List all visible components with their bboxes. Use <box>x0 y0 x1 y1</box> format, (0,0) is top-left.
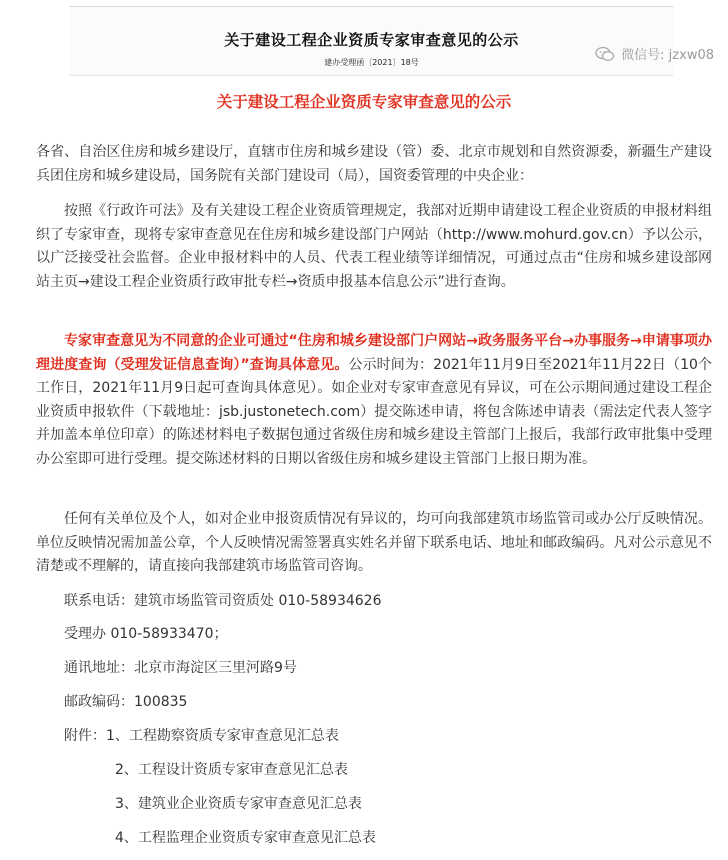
salutation-paragraph: 各省、自治区住房和城乡建设厅，直辖市住房和城乡建设（管）委、北京市规划和自然资源委，新疆生产建设兵团住房和城乡建设局，国务院有关部门建设司（局），国资委管理的中央企业： <box>36 144 712 184</box>
attachment-item-3: 3、建筑业企业资质专家审查意见汇总表 <box>115 796 362 812</box>
watermark-text: 微信号: jzxw08 <box>621 48 714 63</box>
paragraph-publicity <box>36 330 712 471</box>
highlighted-query-instruction: 专家审查意见为不同意的企业可通过“住房和城乡建设部门户网站→政务服务平台→办事服务→申请事项办理进度查询（受理发证信息查询）”查询具体意见。 <box>36 333 712 373</box>
attachment-item-1: 附件：1、工程勘察资质专家审查意见汇总表 <box>64 728 339 744</box>
wechat-icon <box>595 46 615 62</box>
contact-office: 受理办 010-58933470； <box>64 626 228 642</box>
contact-address: 通讯地址：北京市海淀区三里河路9号 <box>64 660 297 676</box>
attachment-item-2: 2、工程设计资质专家审查意见汇总表 <box>115 762 348 778</box>
attachment-item-4: 4、工程监理企业资质专家审查意见汇总表 <box>115 830 376 846</box>
header-image-doc-number: 建办受理函〔2021〕18号 <box>324 58 419 67</box>
wechat-watermark <box>595 44 714 63</box>
publicity-period-text: 公示时间为：2021年11月9日至2021年11月22日（10个工作日，2021年11月9日起可查询具体意见）。如企业对专家审查意见有异议，可在公示期间通过建设工程企业资质申报软件（下载地址：jsb.justonetech.com）提交陈述申请，将包含陈述申请表（需法定代表人签字并加盖本单位印章）的陈述材料电子数据包通过省级住房和城乡建设主管部门上报后，我部行政审批集中受理办公室即可进行受理。提交陈述材料的日期以省级住房和城乡建设主管部门上报日期为准。 <box>36 356 712 467</box>
paragraph-review: 按照《行政许可法》及有关建设工程企业资质管理规定，我部对近期申请建设工程企业资质的申报材料组织了专家审查，现将专家审查意见在住房和城乡建设部门户网站（http://www.mohurd.gov.cn）予以公示，以广泛接受社会监督。企业申报材料中的人员、代表工程业绩等详细情况，可通过点击“住房和城乡建设部网站主页→建设工程企业资质行政审批专栏→资质申报基本信息公示”进行查询。 <box>36 203 712 290</box>
page-title: 关于建设工程企业资质专家审查意见的公示 <box>216 93 512 111</box>
document-header-image <box>69 6 674 76</box>
contact-phone: 联系电话：建筑市场监管司资质处 010-58934626 <box>64 593 382 609</box>
contact-postcode: 邮政编码：100835 <box>64 694 188 710</box>
paragraph-objections: 任何有关单位及个人，如对企业申报资质情况有异议的，均可向我部建筑市场监管司或办公厅反映情况。单位反映情况需加盖公章，个人反映情况需签署真实姓名并留下联系电话、地址和邮政编码。凡对公示意见不清楚或不理解的，请直接向我部建筑市场监管司咨询。 <box>36 511 712 574</box>
header-image-title: 关于建设工程企业资质专家审查意见的公示 <box>224 31 519 49</box>
